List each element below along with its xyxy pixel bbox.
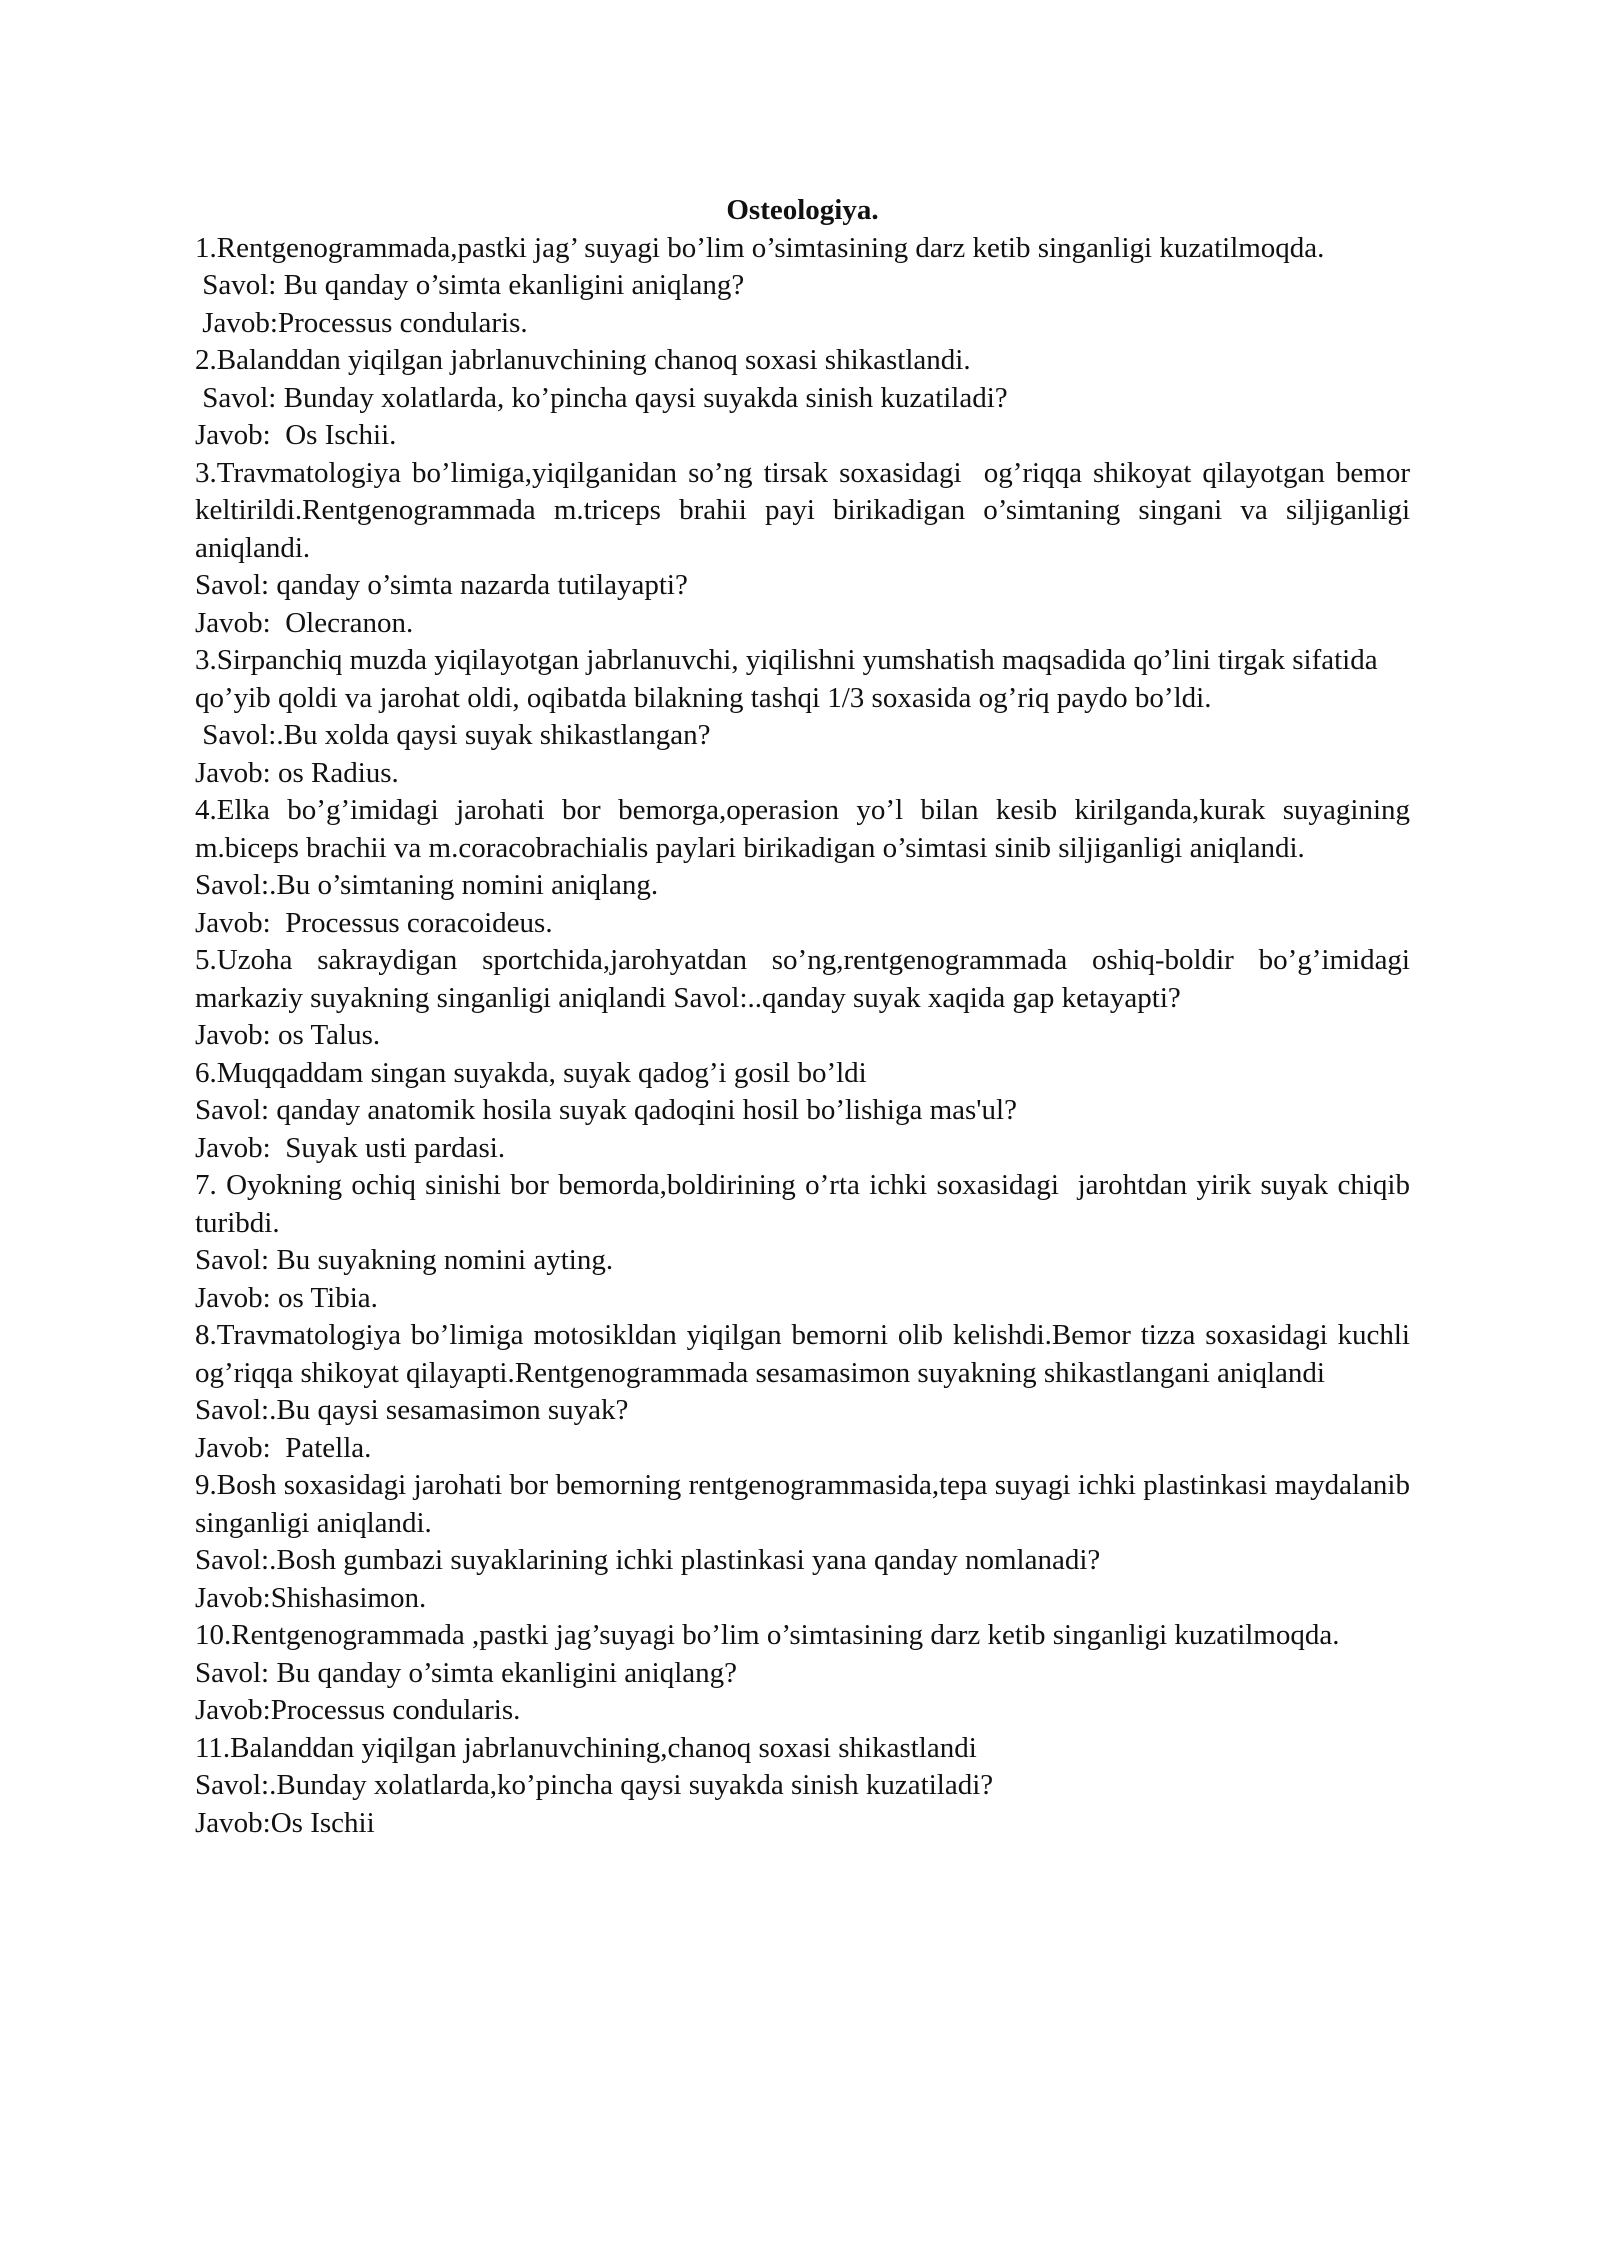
document-line: 1.Rentgenogrammada,pastki jag’ suyagi bo’lim o’simtasining darz ketib singanligi kuzatilmoqda. (195, 231, 1325, 264)
document-line: 9.Bosh soxasidagi jarohati bor bemorning rentgenogrammasida,tepa suyagi ichki plastinkasi maydalanib singanligi aniqlandi. (195, 1469, 1418, 1539)
document-line: qo’yib qoldi va jarohat oldi, oqibatda bilakning tashqi 1/3 soxasida og’riq paydo bo’ldi. (195, 681, 1212, 714)
document-line: 7. Oyokning ochiq sinishi bor bemorda,boldirining o’rta ichki soxasidagi jarohtdan yirik suyak chiqib turibdi. (195, 1169, 1418, 1239)
document-lines (195, 230, 1418, 1843)
document-line: Javob: os Radius. (195, 756, 399, 789)
document-line: Savol: Bunday xolatlarda, ko’pincha qaysi suyakda sinish kuzatiladi? (195, 381, 1008, 414)
document-line: Savol: Bu qanday o’simta ekanligini aniqlang? (195, 269, 745, 301)
document-line: Javob:Processus condularis. (195, 306, 528, 339)
document-line: 10.Rentgenogrammada ,pastki jag’suyagi bo’lim o’simtasining darz ketib singanligi kuzatilmoqda. (195, 1619, 1340, 1651)
document-line: Savol:.Bunday xolatlarda,ko’pincha qaysi suyakda sinish kuzatiladi? (195, 1769, 994, 1801)
document-line: Savol: qanday anatomik hosila suyak qadoqini hosil bo’lishiga mas'ul? (195, 1094, 1017, 1126)
document-line: 4.Elka bo’g’imidagi jarohati bor bemorga,operasion yo’l bilan kesib kirilganda,kurak suyagining m.biceps brachii va m.coracobrachialis paylari birikadigan o’simtasi sinib siljiganligi aniqlandi. (195, 794, 1418, 864)
document-line: 5.Uzoha sakraydigan sportchida,jarohyatdan so’ng,rentgenogrammada oshiq-boldir bo’g’imidagi markaziy suyakning singanligi aniqlandi Savol:..qanday suyak xaqida gap ketayapti? (195, 944, 1418, 1014)
document-line: Savol:.Bu xolda qaysi suyak shikastlangan? (195, 719, 711, 751)
document-title: Osteologiya. (726, 194, 879, 226)
document-line: 3.Sirpanchiq muzda yiqilayotgan jabrlanuvchi, yiqilishni yumshatish maqsadida qo’lini tirgak sifatida (195, 644, 1378, 676)
document-line: 11.Balanddan yiqilgan jabrlanuvchining,chanoq soxasi shikastlandi (195, 1731, 977, 1764)
document-line: Javob: Patella. (195, 1431, 372, 1464)
document-line: Javob: Olecranon. (195, 606, 414, 639)
document-line: Javob: os Talus. (195, 1019, 381, 1051)
document-line: 2.Balanddan yiqilgan jabrlanuvchining chanoq soxasi shikastlandi. (195, 344, 971, 376)
document-line: Javob: Os Ischii. (195, 419, 397, 451)
document-line: Savol: Bu suyakning nomini ayting. (195, 1244, 614, 1276)
document-line: Savol:.Bosh gumbazi suyaklarining ichki plastinkasi yana qanday nomlanadi? (195, 1544, 1101, 1576)
document-line: Javob:Shishasimon. (195, 1581, 427, 1614)
document-line: Savol: Bu qanday o’simta ekanligini aniqlang? (195, 1656, 738, 1689)
document-line: 3.Travmatologiya bo’limiga,yiqilganidan so’ng tirsak soxasidagi og’riqqa shikoyat qilayotgan bemor keltirildi.Rentgenogrammada m.triceps brahii payi birikadigan o’simtaning singani va siljiganligi aniqlandi. (195, 456, 1418, 564)
document-line: 8.Travmatologiya bo’limiga motosikldan yiqilgan bemorni olib kelishdi.Bemor tizza soxasidagi kuchli og’riqqa shikoyat qilayapti.Rentgenogrammada sesamasimon suyakning shikastlangani aniqlandi (195, 1319, 1418, 1389)
document-line: Javob: os Tibia. (195, 1281, 378, 1314)
document-line: 6.Muqqaddam singan suyakda, suyak qadog’i gosil bo’ldi (195, 1056, 867, 1089)
document-line: Javob: Suyak usti pardasi. (195, 1131, 506, 1164)
document-line: Javob: Processus coracoideus. (195, 906, 553, 939)
document-line: Savol:.Bu o’simtaning nomini aniqlang. (195, 869, 659, 901)
document-line: Javob:Os Ischii (195, 1806, 375, 1839)
document-line: Javob:Processus condularis. (195, 1694, 521, 1726)
document-line: Savol:.Bu qaysi sesamasimon suyak? (195, 1394, 629, 1426)
document-line: Savol: qanday o’simta nazarda tutilayapti? (195, 569, 688, 601)
document-body (195, 192, 1418, 1842)
